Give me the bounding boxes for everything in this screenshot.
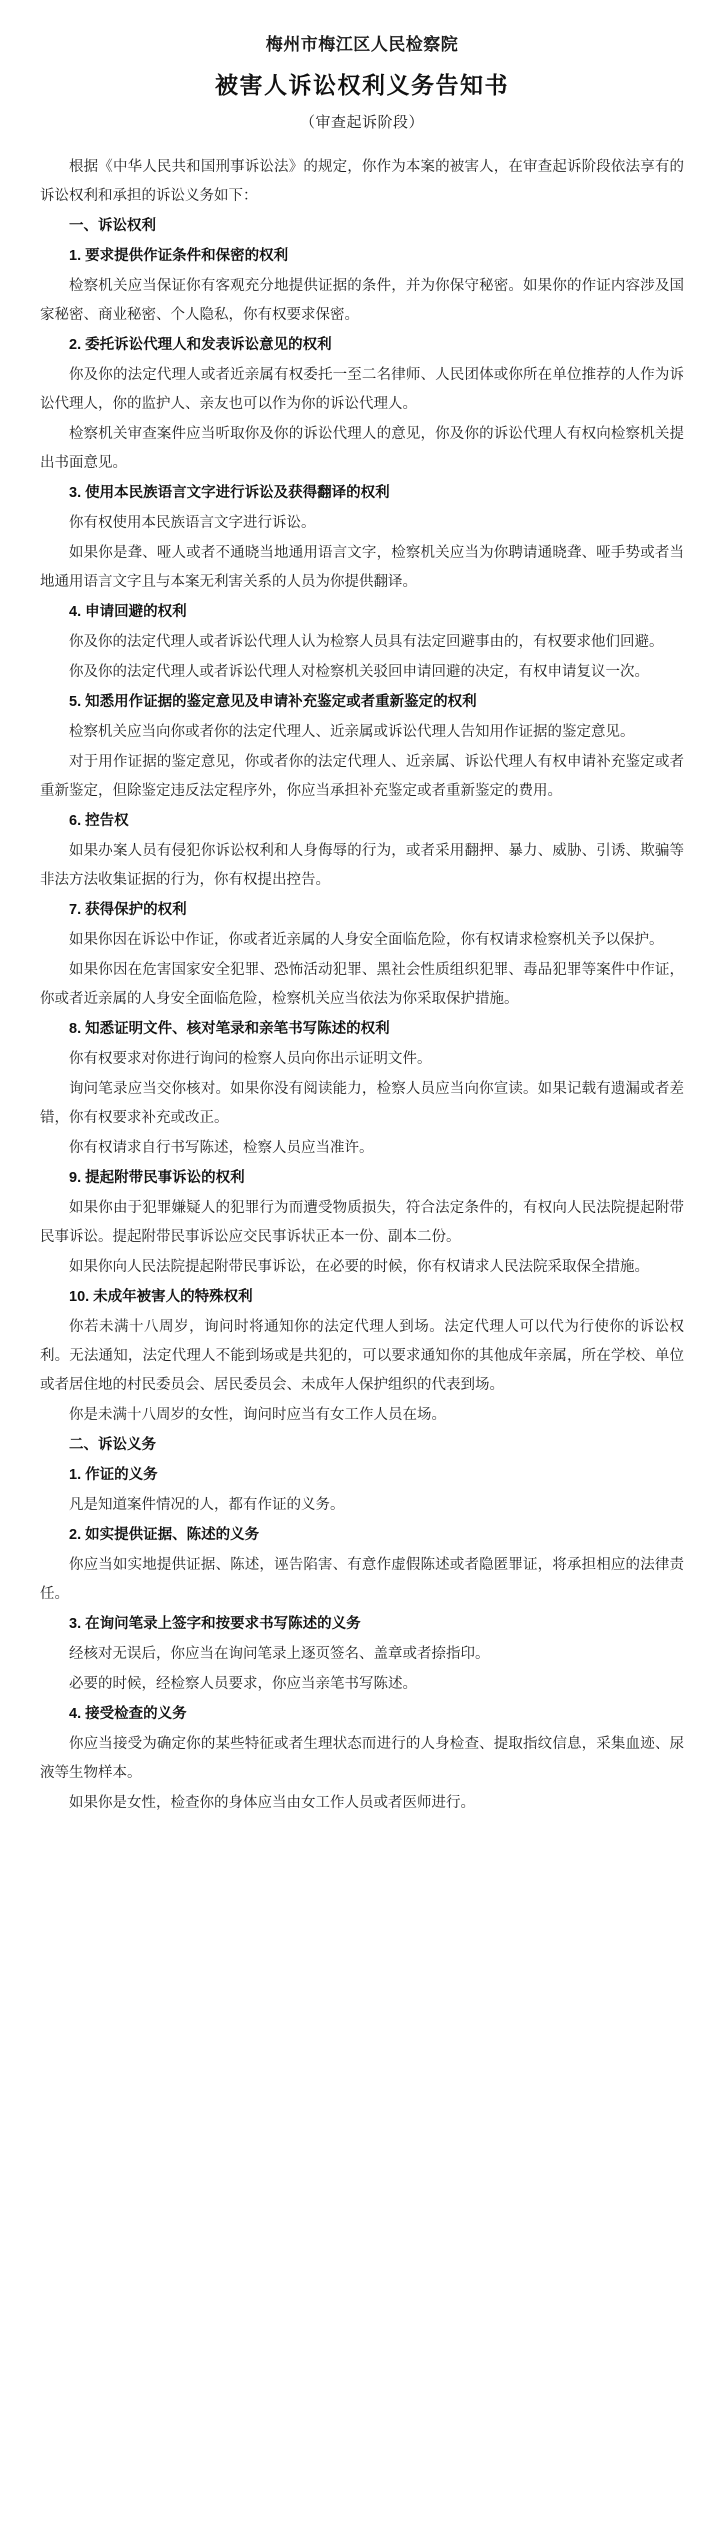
- paragraph: 根据《中华人民共和国刑事诉讼法》的规定，你作为本案的被害人，在审查起诉阶段依法享有的诉讼权利和承担的诉讼义务如下：: [40, 158, 684, 204]
- page-bottom-edge: [0, 2536, 724, 2544]
- paragraph: 如果办案人员有侵犯你诉讼权利和人身侮辱的行为，或者采用翻押、暴力、威胁、引诱、欺骗等非法方法收集证据的行为，你有权提出控告。: [40, 842, 684, 888]
- paragraph: 你有权请求自行书写陈述，检察人员应当准许。: [69, 1139, 374, 1156]
- item-heading: 9. 提起附带民事诉讼的权利: [69, 1169, 245, 1186]
- item-heading: 4. 申请回避的权利: [69, 603, 187, 620]
- item-heading: 8. 知悉证明文件、核对笔录和亲笔书写陈述的权利: [69, 1020, 390, 1037]
- item-heading: 2. 如实提供证据、陈述的义务: [69, 1526, 260, 1543]
- item-heading: 1. 作证的义务: [69, 1466, 158, 1483]
- item-heading: 2. 委托诉讼代理人和发表诉讼意见的权利: [69, 336, 332, 353]
- paragraph: 你应当接受为确定你的某些特征或者生理状态而进行的人身检查、提取指纹信息，采集血迹、尿液等生物样本。: [40, 1735, 684, 1781]
- paragraph: 你若未满十八周岁，询问时将通知你的法定代理人到场。法定代理人可以代为行使你的诉讼权利。无法通知，法定代理人不能到场或是共犯的，可以要求通知你的其他成年亲属，所在学校、单位或者居住地的村民委员会、居民委员会、未成年人保护组织的代表到场。: [40, 1318, 684, 1393]
- page-title: 被害人诉讼权利义务告知书: [215, 71, 509, 98]
- paragraph: 你及你的法定代理人或者近亲属有权委托一至二名律师、人民团体或你所在单位推荐的人作为诉讼代理人，你的监护人、亲友也可以作为你的诉讼代理人。: [40, 366, 684, 412]
- paragraph: 你是未满十八周岁的女性，询问时应当有女工作人员在场。: [69, 1406, 446, 1423]
- paragraph: 如果你是聋、哑人或者不通晓当地通用语言文字，检察机关应当为你聘请通晓聋、哑手势或者当地通用语言文字且与本案无利害关系的人员为你提供翻译。: [40, 544, 684, 590]
- paragraph: 如果你因在危害国家安全犯罪、恐怖活动犯罪、黑社会性质组织犯罪、毒品犯罪等案件中作证，你或者近亲属的人身安全面临危险，检察机关应当依法为你采取保护措施。: [40, 961, 684, 1007]
- item-heading: 4. 接受检查的义务: [69, 1705, 187, 1722]
- paragraph: 经核对无误后，你应当在询问笔录上逐页签名、盖章或者捺指印。: [69, 1645, 490, 1662]
- issuing-organization: 梅州市梅江区人民检察院: [265, 35, 459, 54]
- paragraph: 如果你向人民法院提起附带民事诉讼，在必要的时候，你有权请求人民法院采取保全措施。: [69, 1258, 649, 1275]
- paragraph: 检察机关应当向你或者你的法定代理人、近亲属或诉讼代理人告知用作证据的鉴定意见。: [69, 723, 635, 740]
- paragraph: 你应当如实地提供证据、陈述，诬告陷害、有意作虚假陈述或者隐匿罪证，将承担相应的法律责任。: [40, 1556, 684, 1602]
- paragraph: 询问笔录应当交你核对。如果你没有阅读能力，检察人员应当向你宣读。如果记载有遗漏或者差错，你有权要求补充或改正。: [40, 1080, 684, 1126]
- paragraph: 如果你是女性，检查你的身体应当由女工作人员或者医师进行。: [69, 1794, 475, 1811]
- paragraph: 如果你因在诉讼中作证，你或者近亲属的人身安全面临危险，你有权请求检察机关予以保护。: [69, 931, 664, 948]
- item-heading: 3. 使用本民族语言文字进行诉讼及获得翻译的权利: [69, 484, 390, 501]
- paragraph: 对于用作证据的鉴定意见，你或者你的法定代理人、近亲属、诉讼代理人有权申请补充鉴定或者重新鉴定，但除鉴定违反法定程序外，你应当承担补充鉴定或者重新鉴定的费用。: [40, 753, 684, 799]
- item-heading: 3. 在询问笔录上签字和按要求书写陈述的义务: [69, 1615, 361, 1632]
- paragraph: 如果你由于犯罪嫌疑人的犯罪行为而遭受物质损失，符合法定条件的，有权向人民法院提起附带民事诉讼。提起附带民事诉讼应交民事诉状正本一份、副本二份。: [40, 1199, 684, 1245]
- document-body: [0, 4, 724, 1843]
- paragraph: 凡是知道案件情况的人，都有作证的义务。: [69, 1496, 345, 1513]
- item-heading: 1. 要求提供作证条件和保密的权利: [69, 247, 289, 264]
- paragraph: 检察机关应当保证你有客观充分地提供证据的条件，并为你保守秘密。如果你的作证内容涉及国家秘密、商业秘密、个人隐私，你有权要求保密。: [40, 277, 684, 323]
- paragraph: 必要的时候，经检察人员要求，你应当亲笔书写陈述。: [69, 1675, 417, 1692]
- section-heading: 二、诉讼义务: [69, 1436, 156, 1453]
- paragraph: 你有权使用本民族语言文字进行诉讼。: [69, 514, 316, 531]
- paragraph: 你及你的法定代理人或者诉讼代理人对检察机关驳回申请回避的决定，有权申请复议一次。: [69, 663, 649, 680]
- item-heading: 7. 获得保护的权利: [69, 901, 187, 918]
- paragraph: 你及你的法定代理人或者诉讼代理人认为检察人员具有法定回避事由的，有权要求他们回避。: [69, 633, 664, 650]
- paragraph: 检察机关审查案件应当听取你及你的诉讼代理人的意见，你及你的诉讼代理人有权向检察机关提出书面意见。: [40, 425, 684, 471]
- item-heading: 10. 未成年被害人的特殊权利: [69, 1288, 253, 1305]
- item-heading: 6. 控告权: [69, 812, 129, 829]
- section-heading: 一、诉讼权利: [69, 217, 156, 234]
- item-heading: 5. 知悉用作证据的鉴定意见及申请补充鉴定或者重新鉴定的权利: [69, 693, 477, 710]
- paragraph: 你有权要求对你进行询问的检察人员向你出示证明文件。: [69, 1050, 432, 1067]
- document-stage-subtitle: （审查起诉阶段）: [299, 114, 424, 131]
